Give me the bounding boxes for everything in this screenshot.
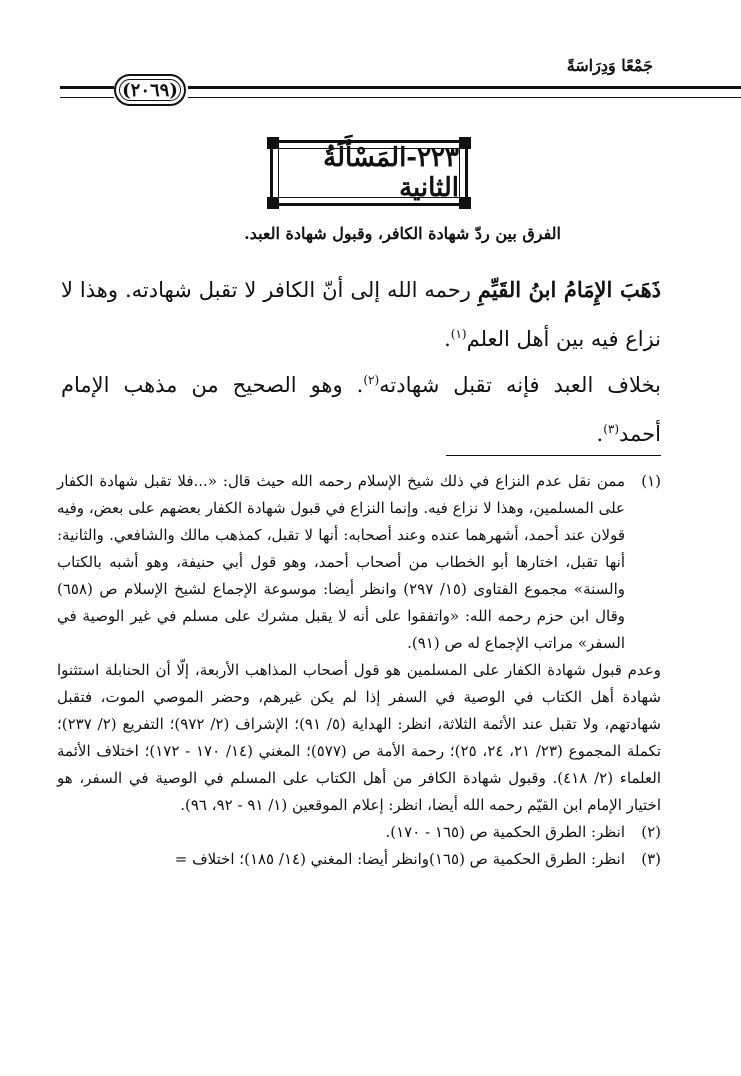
frame-corner-ornament	[459, 137, 471, 149]
page-number: (٢٠٦٩)	[114, 74, 186, 106]
footnote-ref-3: (٣)	[603, 422, 620, 436]
footnote-2	[57, 819, 661, 846]
footnote-number: (١)	[641, 472, 661, 490]
paragraph-1-text: رحمه الله إلى أنّ الكافر لا تقبل شهادته. وهذا لا نزاع فيه بين أهل العلم	[61, 278, 661, 351]
paragraph-1-lead: ذَهَبَ الإِمَامُ ابنُ القَيِّمِ	[477, 277, 661, 302]
footnote-separator	[446, 455, 661, 456]
footnote-number: (٢)	[641, 823, 661, 841]
section-title: ٢٢٣-المَسْأَلَةُ الثانية	[278, 148, 460, 198]
footnote-1-continuation: وعدم قبول شهادة الكفار على المسلمين هو قول أصحاب المذاهب الأربعة، إلّا أن الحنابلة استثنوا شهادة أهل الكتاب في الوصية في السفر إذا لم يكن غيرهم، وحضر الموصي الموت، فتقبل شهادتهم، ولا تقبل عند الأئمة الثلاثة، انظر: الهداية (٥/ ٩١)؛ الإشراف (٢/ ٩٧٢)؛ التفريع (٢/ ٢٣٧)؛ تكملة المجموع (٢٣/ ٢١، ٢٤، ٢٥)؛ رحمة الأمة ص (٥٧٧)؛ المغني (١٤/ ١٧٠ - ١٧٢)؛ اختلاف الأئمة العلماء (٢/ ٤١٨). وقبول شهادة الكافر من أهل الكتاب على المسلم في الوصية في السفر، هو اختيار الإمام ابن القيّم رحمه الله أيضا، انظر: إعلام الموقعين (١/ ٩١ - ٩٢، ٩٦).	[57, 661, 662, 814]
footnote-ref-1: (١)	[450, 327, 467, 341]
footnote-text: انظر: الطرق الحكمية ص (١٦٥ - ١٧٠).	[385, 823, 625, 841]
footnote-text: ممن نقل عدم النزاع في ذلك شيخ الإسلام رحمه الله حيث قال: «...فلا تقبل شهادة الكفار على المسلمين، وهذا لا نزاع فيه. وإنما النزاع في قبول شهادة الكفار بعضهم على بعض، وفيه قولان عند أحمد، أشهرهما عنده وعند أصحابه: أنها لا تقبل، كمذهب مالك والشافعي. والثانية: أنها تقبل، اختارها أبو الخطاب من أصحاب أحمد، وهو قول أبي حنيفة، وهو أشبه بالكتاب والسنة» مجموع الفتاوى (١٥/ ٢٩٧) وانظر أيضا: موسوعة الإجماع لشيخ الإسلام ص (٦٥٨) وقال ابن حزم رحمه الله: «واتفقوا على أنه لا يقبل مشرك على مسلم في غير الوصية في السفر» مراتب الإجماع له ص (٩١).	[57, 472, 626, 652]
footnote-1	[57, 468, 661, 657]
header-rule-left-thin	[60, 97, 114, 98]
paragraph-2-text: بخلاف العبد فإنه تقبل شهادته	[379, 373, 661, 397]
header-rule-left	[60, 86, 114, 89]
paragraph-2-rest: . وهو الصحيح من مذهب الإمام أحمد	[61, 373, 661, 446]
header-rule	[188, 86, 741, 89]
running-title: جَمْعًا وَدِرَاسَةً	[566, 56, 653, 75]
section-heading-frame	[270, 140, 468, 206]
frame-corner-ornament	[267, 197, 279, 209]
paragraph-2	[61, 358, 661, 456]
frame-corner-ornament	[459, 197, 471, 209]
footnote-number: (٣)	[641, 850, 661, 868]
header-rule-thin	[188, 97, 741, 98]
footnote-ref-2: (٢)	[363, 373, 380, 387]
paragraph-1-end: .	[444, 327, 451, 351]
paragraph-2-end: .	[596, 422, 604, 446]
footnote-text: انظر: الطرق الحكمية ص (١٦٥)وانظر أيضا: المغني (١٤/ ١٨٥)؛ اختلاف =	[174, 850, 625, 868]
paragraph-1	[61, 268, 661, 361]
section-subtitle: الفرق بين ردّ شهادة الكافر، وقبول شهادة العبد.	[244, 224, 561, 243]
footnote-3	[57, 846, 661, 873]
footnotes	[57, 468, 661, 873]
